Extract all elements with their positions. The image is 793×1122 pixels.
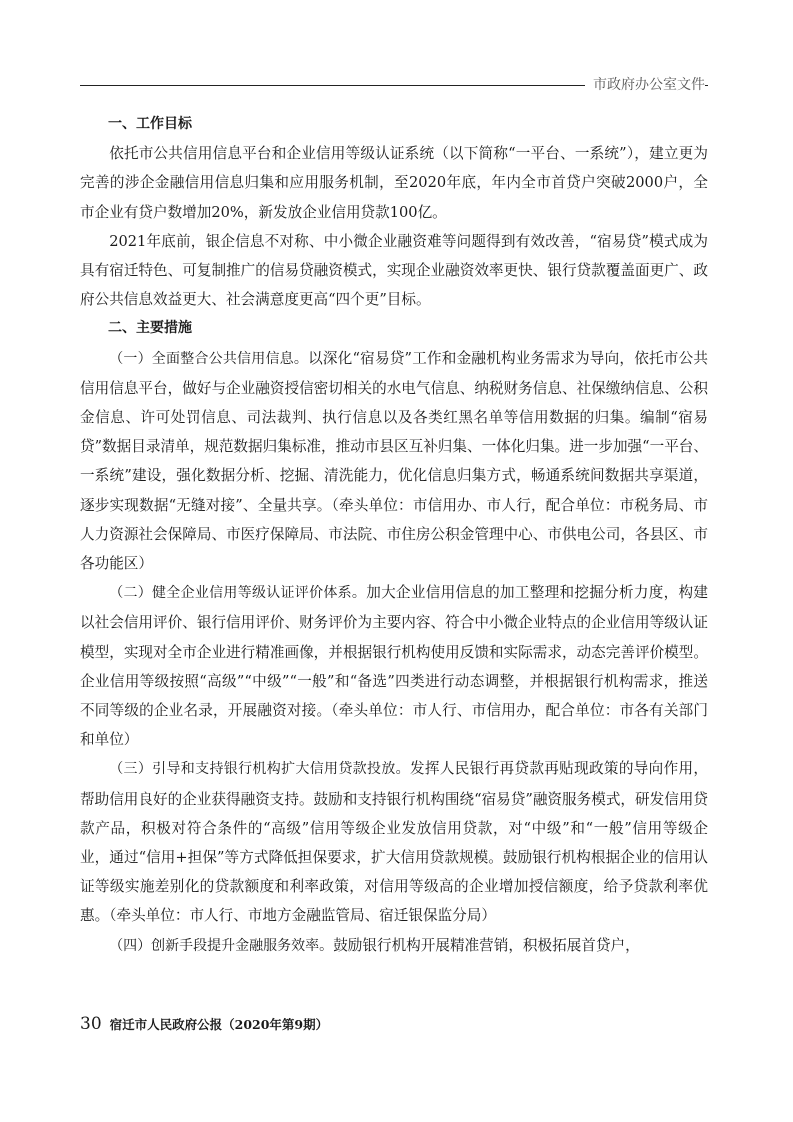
paragraph-measure-2 bbox=[80, 578, 708, 754]
measure-3-lead: （三）引导和支持银行机构扩大信用贷款投放。 bbox=[109, 761, 410, 778]
document-body bbox=[80, 110, 708, 961]
measure-4-lead: （四）创新手段提升金融服务效率。 bbox=[109, 937, 334, 954]
measure-3-body: 发挥人民银行再贷款再贴现政策的导向作用，帮助信用良好的企业获得融资支持。鼓励和支持银行机构围绕“宿易贷”融资服务模式，研发信用贷款产品，积极对符合条件的“高级”信用等级企业发放信用贷款，对“中级”和“一般”信用等级企业，通过“信用+担保”等方式降低担保要求，扩大信用贷款规模。鼓励银行机构根据企业的信用认证等级实施差别化的贷款额度和利率政策，对信用等级高的企业增加授信额度，给予贷款利率优惠。（牵头单位：市人行、市地方金融监管局、宿迁银保监分局） bbox=[80, 760, 708, 925]
measure-2-lead: （二）健全企业信用等级认证评价体系。 bbox=[109, 585, 367, 602]
paragraph-measure-1 bbox=[80, 344, 708, 579]
publication-title: 宿迁市人民政府公报（2020年第9期） bbox=[109, 1017, 329, 1032]
section-heading-goals: 一、工作目标 bbox=[108, 116, 192, 132]
page-number: 30 bbox=[80, 1014, 102, 1034]
measure-2-body: 加大企业信用信息的加工整理和挖掘分析力度，构建以社会信用评价、银行信用评价、财务评价为主要内容、符合中小微企业特点的企业信用等级认证模型，实现对全市企业进行精准画像，并根据银行机构使用反馈和实际需求，动态完善评价模型。企业信用等级按照“高级”“中级”“一般”和“备选”四类进行动态调整，并根据银行机构需求，推送不同等级的企业名录，开展融资对接。（牵头单位：市人行、市信用办，配合单位：市各有关部门和单位） bbox=[80, 584, 708, 749]
paragraph-goal-2: 2021年底前，银企信息不对称、中小微企业融资难等问题得到有效改善，“宿易贷”模式成为具有宿迁特色、可复制推广的信易贷融资模式，实现企业融资效率更快、银行贷款覆盖面更广、政府公共信息效益更大、社会满意度更高“四个更”目标。 bbox=[80, 232, 708, 309]
section-heading-measures: 二、主要措施 bbox=[108, 320, 192, 337]
measure-4-body: 鼓励银行机构开展精准营销，积极拓展首贷户， bbox=[333, 936, 640, 954]
measure-1-body: 以深化“宿易贷”工作和金融机构业务需求为导向，依托市公共信用信息平台，做好与企业融资授信密切相关的水电气信息、纳税财务信息、社保缴纳信息、公积金信息、许可处罚信息、司法裁判、执行信息以及各类红黑名单等信用数据的归集。编制“宿易贷”数据目录清单，规范数据归集标准，推动市县区互补归集、一体化归集。进一步加强“一平台、一系统”建设，强化数据分析、挖掘、清洗能力，优化信息归集方式，畅通系统间数据共享渠道，逐步实现数据“无缝对接”、全量共享。（牵头单位：市信用办、市人行，配合单位：市税务局、市人力资源社会保障局、市医疗保障局、市法院、市住房公积金管理中心、市供电公司，各县区、市各功能区） bbox=[80, 349, 708, 573]
paragraph-measure-3 bbox=[80, 754, 708, 930]
paragraph-goal-1: 依托市公共信用信息平台和企业信用等级认证系统（以下简称“一平台、一系统”），建立更为完善的涉企金融信用信息归集和应用服务机制，至2020年底，年内全市首贷户突破2000户，全市企业有贷户数增加20%，新发放企业信用贷款100亿。 bbox=[80, 145, 708, 221]
measure-1-lead: （一）全面整合公共信用信息。 bbox=[109, 350, 309, 367]
header-label: 市政府办公室文件 bbox=[585, 74, 705, 94]
page-footer bbox=[80, 1014, 328, 1034]
paragraph-measure-4 bbox=[80, 931, 708, 961]
